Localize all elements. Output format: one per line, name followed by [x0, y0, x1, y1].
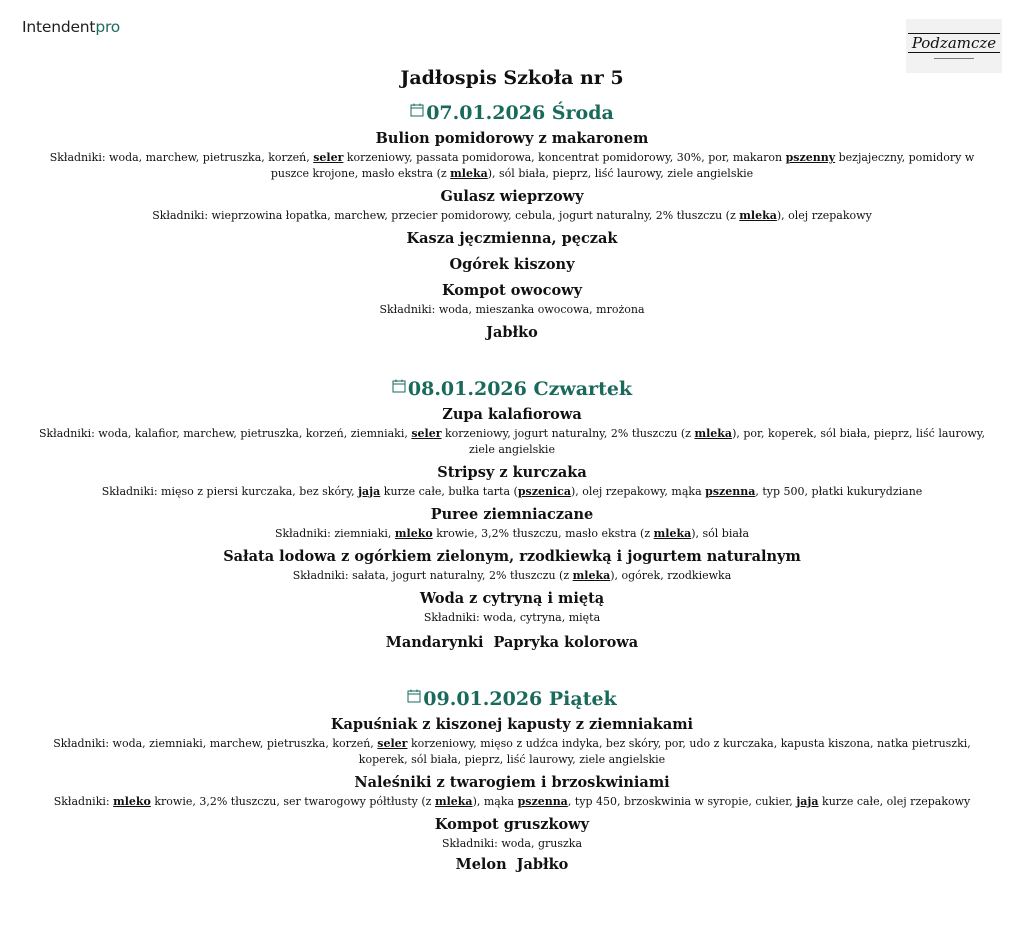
dish-name: Zupa kalafiorowa: [442, 406, 582, 423]
day-section: [0, 98, 1024, 344]
dish-item: [0, 228, 1024, 250]
day-heading: [0, 98, 1024, 128]
dish-name: Kompot owocowy: [441, 282, 583, 299]
podzamcze-logo-text: Podzamcze: [908, 33, 1000, 53]
page-title: Jadłospis Szkoła nr 5: [400, 67, 624, 89]
day-section: [0, 684, 1024, 876]
calendar-icon: [392, 379, 406, 393]
dish-item: [0, 772, 1024, 810]
dish-item: [0, 128, 1024, 182]
side-item: Papryka kolorowa: [493, 634, 639, 651]
allergen-highlight: pszenica: [517, 485, 571, 498]
allergen-highlight: pszenna: [705, 485, 756, 498]
dish-name: Woda z cytryną i miętą: [419, 590, 605, 607]
dish-ingredients: Składniki: wieprzowina łopatka, marchew, przecier pomidorowy, cebula, jogurt naturalny, 2% tłuszczu (z mleka), olej rzepakowy: [152, 209, 872, 222]
day-heading: [0, 374, 1024, 404]
dish-item: [0, 546, 1024, 584]
dish-item: [0, 280, 1024, 318]
dish-name: Kasza jęczmienna, pęczak: [406, 230, 618, 247]
allergen-highlight: mleka: [694, 427, 733, 440]
dish-name: Gulasz wieprzowy: [440, 188, 584, 205]
allergen-highlight: mleko: [394, 527, 433, 540]
dish-name: Bulion pomidorowy z makaronem: [375, 130, 649, 147]
calendar-icon: [410, 103, 424, 117]
day-section: [0, 374, 1024, 654]
dish-ingredients: Składniki: woda, kalafior, marchew, pietruszka, korzeń, ziemniaki, seler korzeniowy, jogurt naturalny, 2% tłuszczu (z mleka), por, koperek, sól biała, pieprz, liść laurowy, ziele angielskie: [38, 427, 986, 456]
allergen-highlight: seler: [377, 737, 408, 750]
dish-item: [0, 462, 1024, 500]
dish-ingredients: Składniki: woda, ziemniaki, marchew, pietruszka, korzeń, seler korzeniowy, mięso z udźca indyka, bez skóry, por, udo z kurczaka, kapusta kiszona, natka pietruszki, koperek, sól biała, pieprz, liść laurowy, ziele angielskie: [53, 737, 971, 766]
dish-ingredients: Składniki: mleko krowie, 3,2% tłuszczu, ser twarogowy półtłusty (z mleka), mąka pszenna, typ 450, brzoskwinia w syropie, cukier, jaja kurze całe, olej rzepakowy: [53, 795, 971, 808]
brand-logo: [22, 18, 120, 36]
dish-item: [0, 322, 1024, 344]
dish-item: [0, 588, 1024, 626]
dish-name: Kompot gruszkowy: [434, 816, 590, 833]
dish-name: Naleśniki z twarogiem i brzoskwiniami: [354, 774, 670, 791]
day-date: 08.01.2026 Czwartek: [407, 378, 633, 400]
allergen-highlight: jaja: [796, 795, 819, 808]
brand-name-part1: Intendent: [22, 18, 96, 36]
brand-name-part2: pro: [95, 18, 121, 36]
allergen-highlight: jaja: [358, 485, 381, 498]
allergen-highlight: mleka: [450, 167, 488, 180]
allergen-highlight: mleka: [572, 569, 611, 582]
dish-name: Ogórek kiszony: [449, 256, 575, 273]
dish-ingredients: Składniki: woda, gruszka: [441, 837, 583, 850]
allergen-highlight: pszenna: [517, 795, 568, 808]
dish-item: [0, 714, 1024, 768]
dish-name: Kapuśniak z kiszonej kapusty z ziemniakami: [330, 716, 694, 733]
allergen-highlight: mleko: [113, 795, 151, 808]
day-heading: [0, 684, 1024, 714]
dish-name: Sałata lodowa z ogórkiem zielonym, rzodkiewką i jogurtem naturalnym: [223, 548, 801, 565]
dish-item: [0, 186, 1024, 224]
side-items: [0, 854, 1024, 876]
allergen-highlight: mleka: [739, 209, 777, 222]
dish-name: Jabłko: [486, 324, 538, 341]
logo-divider: [934, 58, 974, 59]
side-item: Melon: [455, 856, 507, 873]
dish-item: [0, 404, 1024, 458]
day-date: 09.01.2026 Piątek: [423, 688, 617, 710]
allergen-highlight: mleka: [653, 527, 692, 540]
dish-ingredients: Składniki: woda, cytryna, mięta: [423, 611, 601, 624]
side-item: Jabłko: [516, 856, 569, 873]
dish-name: Puree ziemniaczane: [430, 506, 594, 523]
dish-item: [0, 254, 1024, 276]
allergen-highlight: mleka: [434, 795, 473, 808]
allergen-highlight: pszenny: [785, 151, 836, 164]
dish-item: [0, 504, 1024, 542]
dish-ingredients: Składniki: woda, mieszanka owocowa, mrożona: [379, 303, 645, 316]
dish-ingredients: Składniki: woda, marchew, pietruszka, korzeń, seler korzeniowy, passata pomidorowa, koncentrat pomidorowy, 30%, por, makaron pszenny bezjajeczny, pomidory w puszce krojone, masło ekstra (z mleka), sól biała, pieprz, liść laurowy, ziele angielskie: [49, 151, 975, 180]
dish-name: Stripsy z kurczaka: [437, 464, 587, 481]
menu-content: [0, 64, 1024, 876]
day-date: 07.01.2026 Środa: [426, 102, 614, 124]
allergen-highlight: jęczmienna: [459, 230, 552, 247]
dish-ingredients: Składniki: ziemniaki, mleko krowie, 3,2% tłuszczu, masło ekstra (z mleka), sól biała: [274, 527, 750, 540]
side-item: Mandarynki: [385, 634, 484, 651]
side-items: [0, 632, 1024, 654]
dish-ingredients: Składniki: mięso z piersi kurczaka, bez skóry, jaja kurze całe, bułka tarta (pszenica), olej rzepakowy, mąka pszenna, typ 500, płatki kukurydziane: [101, 485, 923, 498]
allergen-highlight: seler: [313, 151, 344, 164]
dish-ingredients: Składniki: sałata, jogurt naturalny, 2% tłuszczu (z mleka), ogórek, rzodkiewka: [292, 569, 732, 582]
calendar-icon: [407, 689, 421, 703]
dish-item: [0, 814, 1024, 852]
allergen-highlight: seler: [411, 427, 442, 440]
